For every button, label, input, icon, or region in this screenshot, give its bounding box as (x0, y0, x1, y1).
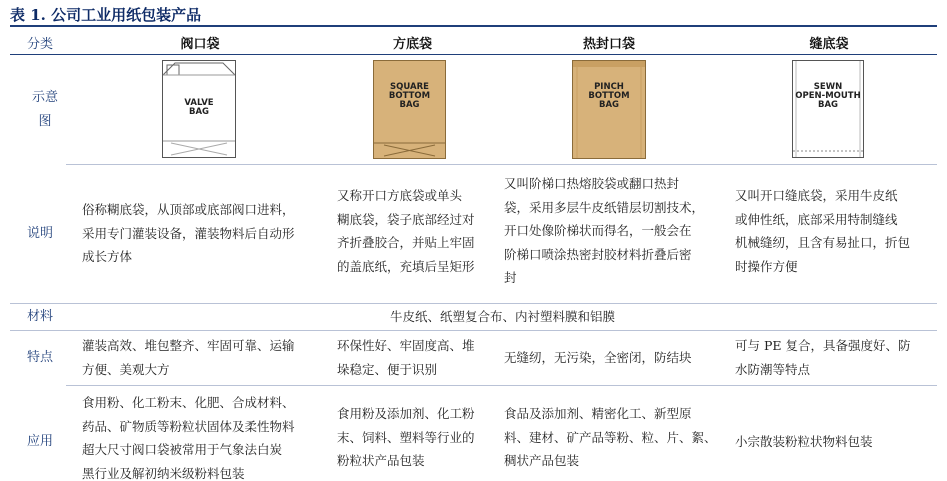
sewn-bag-illustration (792, 60, 864, 158)
description-square: 又称开口方底袋或单头 糊底袋，袋子底部经过对 齐折叠胶合，并贴上牢固 的盖底纸，充填后呈矩形 (337, 188, 475, 274)
row-divider-material (10, 330, 937, 331)
row-divider-diagram (66, 164, 937, 165)
table-title: 表 1. 公司工业用纸包装产品 (10, 6, 202, 24)
application-pinch: 食品及添加剂、精密化工、新型原 料、建材、矿产品等粉、粒、片、絮、 稠状产品包装 (504, 406, 717, 468)
application-sewn: 小宗散装粉粒状物料包装 (735, 434, 873, 449)
valve-bag-label: VALVE BAG (184, 98, 214, 117)
pinch-bag-label: PINCH BOTTOM BAG (588, 82, 630, 110)
material-text: 牛皮纸、纸塑复合布、内衬塑料膜和铝膜 (389, 309, 615, 324)
features-pinch: 无缝纫，无污染，全密闭，防结块 (504, 350, 692, 365)
description-sewn: 又叫开口缝底袋，采用牛皮纸 或伸性纸，底部采用特制缝线 机械缝纫，且含有易扯口，折包 时操作方便 (735, 188, 911, 274)
header-rule (10, 54, 937, 55)
square-bottom-bag-illustration (373, 60, 446, 159)
row-label-material: 材料 (26, 309, 53, 324)
top-rule (10, 25, 937, 27)
application-valve: 食用粉、化工粉末、化肥、合成材料、 药品、矿物质等粉粒状固体及柔性物料 超大尺寸阀口袋被常用于气象法白炭 黑行业及解初纳米级粉料包装 (82, 395, 295, 481)
header-square-bottom-bag: 方底袋 (392, 37, 432, 52)
row-divider-description (10, 303, 937, 304)
description-pinch: 又叫阶梯口热熔胶袋或翻口热封 袋，采用多层牛皮纸错层切割技术， 开口处像阶梯状而得名，一般会在 阶梯口喷涂热密封胶材料折叠后密 封 (504, 176, 705, 285)
header-category: 分类 (26, 37, 53, 52)
row-label-application: 应用 (26, 434, 53, 449)
row-label-features: 特点 (26, 350, 53, 365)
valve-bag-illustration (162, 60, 236, 158)
description-valve: 俗称糊底袋，从顶部或底部阀口进料， 采用专门灌装设备，灌装物料后自动形 成长方体 (82, 202, 295, 264)
application-square: 食用粉及添加剂、化工粉 末、饲料、塑料等行业的 粉粒状产品包装 (337, 406, 475, 468)
header-valve-bag: 阀口袋 (180, 37, 220, 52)
row-label-description: 说明 (26, 226, 53, 241)
row-divider-features (66, 385, 937, 386)
features-square: 环保性好、牢固度高、堆 垛稳定、便于识别 (337, 338, 475, 377)
header-pinch-bottom-bag: 热封口袋 (582, 37, 635, 52)
row-label-diagram: 示意图 (32, 90, 59, 129)
header-sewn-bag: 缝底袋 (809, 37, 849, 52)
features-sewn: 可与 PE 复合，具备强度好、防 水防潮等特点 (735, 338, 911, 377)
sewn-bag-label: SEWN OPEN-MOUTH BAG (795, 82, 861, 110)
features-valve: 灌装高效、堆包整齐、牢固可靠、运输 方便、美观大方 (82, 338, 295, 377)
pinch-bottom-bag-illustration (572, 60, 646, 159)
square-bag-label: SQUARE BOTTOM BAG (388, 82, 431, 110)
